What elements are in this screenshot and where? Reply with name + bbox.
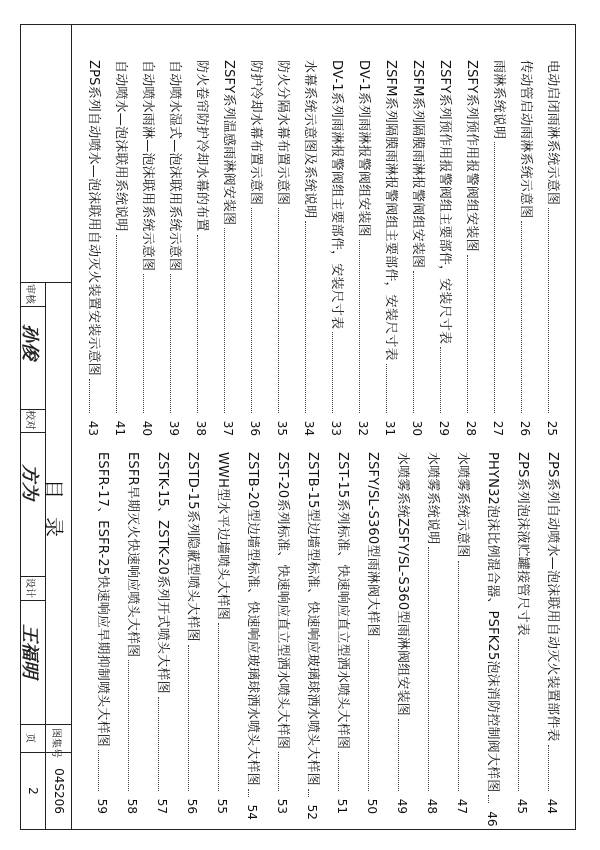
toc-entry [454, 452, 470, 814]
toc-entry-page: 46 [485, 811, 499, 827]
toc-entry-page: 55 [215, 798, 229, 814]
dot-leader [518, 639, 519, 791]
dot-leader [128, 660, 129, 791]
dot-leader [251, 208, 252, 413]
toc-entry [112, 60, 128, 436]
toc-entry [517, 60, 533, 436]
toc-entry-title: WWH型水平边墙喷头大样图 [215, 452, 230, 621]
toc-entry-page: 41 [113, 420, 127, 436]
toc-entry-page: 49 [395, 798, 409, 814]
toc-entry-page: 52 [305, 804, 319, 820]
toc-entry-page: 30 [410, 420, 424, 436]
toc-entry-page: 37 [221, 420, 235, 436]
toc-entry-page: 47 [455, 798, 469, 814]
toc-entry-page: 34 [302, 420, 316, 436]
dot-leader [248, 789, 249, 797]
toc-entry-page: 36 [248, 420, 262, 436]
toc-entry-title: 传动管启动雨淋系统示意图 [518, 60, 533, 219]
toc-entry-title: ZPS系列自动喷水—泡沫联用自动灭火装置安装示意图 [86, 60, 101, 376]
page-number: 2 [26, 787, 40, 795]
toc-entry [274, 452, 290, 814]
toc-entry-title: ESFR-17、ESFR-25快速响应早期抑制喷头大样图 [95, 452, 110, 747]
toc-entry-page: 33 [329, 420, 343, 436]
toc-entry-title: 自动喷水湿式—泡沫联用系统示意图 [167, 60, 182, 272]
toc-entry-title: ZSFY/SL-S360型雨淋阀大样图 [365, 452, 380, 637]
check-label: 校对 [24, 410, 35, 430]
toc-entry-title: DV-1系列雨淋报警阀组主要部件，安装尺寸表 [329, 60, 344, 330]
toc-entry [94, 452, 110, 814]
dot-leader [548, 745, 549, 791]
toc-entry-title: 电动启闭雨淋系统示意图 [545, 60, 560, 206]
toc-entry-page: 43 [86, 420, 100, 436]
toc-entry [484, 452, 500, 827]
toc-entry-page: 38 [194, 420, 208, 436]
toc-entry [544, 452, 560, 814]
toc-entry-title: ESFR早期灭火快速响应喷头大样图 [125, 452, 140, 658]
dot-leader [305, 221, 306, 413]
toc-entry-title: ZSFY系列温感雨淋阀安装图 [221, 60, 236, 226]
design-label: 设计 [24, 578, 35, 598]
toc-entry-page: 45 [515, 798, 529, 814]
toc-entry-title: DV-1系列雨淋报警阀组安装图 [356, 60, 371, 237]
toc-entry-title: ZSFY系列预作用报警阀组安装图 [464, 60, 479, 252]
toc-entry-title: 防火分隔水幕布置示意图 [275, 60, 290, 206]
toc-entry-title: ZSFY系列预作用报警阀组主要部件，安装尺寸表 [437, 60, 452, 345]
toc-left-column [80, 60, 560, 436]
toc-entry [424, 452, 440, 814]
toc-entry-page: 28 [464, 420, 478, 436]
toc-entry [274, 60, 290, 436]
toc-entry-title: ZPS系列泡沫液贮罐接管尺寸表 [515, 452, 530, 636]
toc-entry-page: 32 [356, 420, 370, 436]
toc-entry-title: ZSFM系列隔膜雨淋报警阀组安装图 [410, 60, 425, 269]
toc-entry-page: 54 [245, 804, 259, 820]
dot-leader [224, 228, 225, 413]
title-block [20, 24, 72, 830]
dot-leader [218, 623, 219, 791]
dot-leader [494, 142, 495, 413]
dot-leader [368, 640, 369, 791]
dot-leader [488, 795, 489, 803]
toc-entry-page: 50 [365, 798, 379, 814]
toc-entry-page: 57 [155, 798, 169, 814]
toc-entry [409, 60, 425, 436]
toc-entry-title: ZSTB-20型边墙型标准、快速响应玻璃球洒水喷头大样图 [245, 452, 260, 786]
toc-entry [436, 60, 452, 436]
toc-entry [154, 452, 170, 814]
dot-leader [548, 208, 549, 413]
toc-entry-page: 53 [275, 798, 289, 814]
dot-leader [197, 235, 198, 413]
toc-entry-title: PHYN32泡沫比例混合器、PSFK25泡沫消防控制阀大样图 [485, 452, 500, 793]
toc-entry-page: 58 [125, 798, 139, 814]
review-label: 审核 [24, 284, 35, 304]
toc-entry-title: 防火卷帘防护冷却水幕的布置 [194, 60, 209, 232]
toc-entry-page: 59 [95, 798, 109, 814]
toc-entry-page: 27 [491, 420, 505, 436]
toc-entry-title: 水喷雾系统ZSFY/SL-S360型雨淋阀组安装图 [395, 452, 410, 716]
toc-entry-title: 自动喷水雨淋—泡沫联用系统示意图 [140, 60, 155, 272]
toc-entry [193, 60, 209, 436]
design-signature: 王福明 [19, 624, 40, 678]
dot-leader [338, 752, 339, 791]
toc-entry-page: 40 [140, 420, 154, 436]
dot-leader [188, 645, 189, 791]
dot-leader [467, 255, 468, 413]
toc-entry [304, 452, 320, 820]
toc-entry-page: 44 [545, 798, 559, 814]
toc-entry [355, 60, 371, 436]
toc-entry [394, 452, 410, 814]
dot-leader [428, 547, 429, 791]
toc-entry-title: ZSTB-15型边墙型标准、快速响应玻璃球洒水喷头大样图 [305, 452, 320, 786]
toc-entry-page: 39 [167, 420, 181, 436]
toc-entry-page: 29 [437, 420, 451, 436]
toc-entry [301, 60, 317, 436]
toc-entry [244, 452, 260, 820]
dot-leader [278, 752, 279, 791]
dot-leader [170, 274, 171, 413]
dot-leader [89, 379, 90, 413]
toc-entry [247, 60, 263, 436]
toc-entry-title: 自动喷水—泡沫联用系统说明 [113, 60, 128, 232]
check-signature: 方为 [19, 464, 40, 500]
toc-entry-page: 35 [275, 420, 289, 436]
toc-entry-title: 水喷雾系统示意图 [455, 452, 470, 558]
toc-entry-title: 水幕系统示意图及系统说明 [302, 60, 317, 219]
toc-entry [334, 452, 350, 814]
dot-leader [386, 364, 387, 413]
toc-entry-page: 56 [185, 798, 199, 814]
dot-leader [116, 235, 117, 413]
document-title: 目录 [42, 479, 66, 555]
toc-entry-page: 51 [335, 798, 349, 814]
toc-entry [382, 60, 398, 436]
toc-entry-page: 48 [425, 798, 439, 814]
dot-leader [398, 719, 399, 791]
atlas-number: 04S206 [52, 768, 66, 814]
toc-entry-title: ZST-15系列标准、快速响应直立型洒水喷头大样图 [335, 452, 350, 750]
dot-leader [458, 561, 459, 791]
dot-leader [359, 240, 360, 413]
dot-leader [440, 347, 441, 413]
toc-entry-page: 25 [545, 420, 559, 436]
toc-entry [220, 60, 236, 436]
toc-entry [490, 60, 506, 436]
dot-leader [98, 750, 99, 791]
toc-entry-title: 雨淋系统说明 [491, 60, 506, 140]
toc-entry [514, 452, 530, 814]
dot-leader [332, 332, 333, 413]
toc-entry [463, 60, 479, 436]
dot-leader [521, 221, 522, 413]
toc-entry [85, 60, 101, 436]
dot-leader [143, 274, 144, 413]
dot-leader [278, 208, 279, 413]
toc-entry [214, 452, 230, 814]
toc-entry-page: 31 [383, 420, 397, 436]
toc-entry [328, 60, 344, 436]
atlas-number-label: 图集号 [50, 728, 61, 758]
toc-right-column [90, 452, 560, 827]
toc-entry [139, 60, 155, 436]
page-label: 页 [24, 733, 35, 743]
toc-entry-title: 防护冷却水幕布置示意图 [248, 60, 263, 206]
dot-leader [413, 271, 414, 413]
toc-entry-title: ZSTD-15系列隐蔽型喷头大样图 [185, 452, 200, 642]
toc-entry-title: ZSFM系列隔膜雨淋报警阀组主要部件，安装尺寸表 [383, 60, 398, 361]
dot-leader [158, 697, 159, 791]
toc-entry [544, 60, 560, 436]
toc-entry-page: 26 [518, 420, 532, 436]
toc-entry-title: 水喷雾系统说明 [425, 452, 440, 545]
toc-entry-title: ZST-20系列标准、快速响应直立型洒水喷头大样图 [275, 452, 290, 750]
toc-entry-title: ZPS系列自动喷水—泡沫联用自动灭火装置部件表 [545, 452, 560, 742]
toc-entry [166, 60, 182, 436]
review-signature: 孙俊 [19, 324, 40, 360]
toc-entry [184, 452, 200, 814]
toc-entry [364, 452, 380, 814]
dot-leader [308, 789, 309, 797]
toc-entry [124, 452, 140, 814]
toc-entry-title: ZSTK-15、ZSTK-20系列开式喷头大样图 [155, 452, 170, 694]
